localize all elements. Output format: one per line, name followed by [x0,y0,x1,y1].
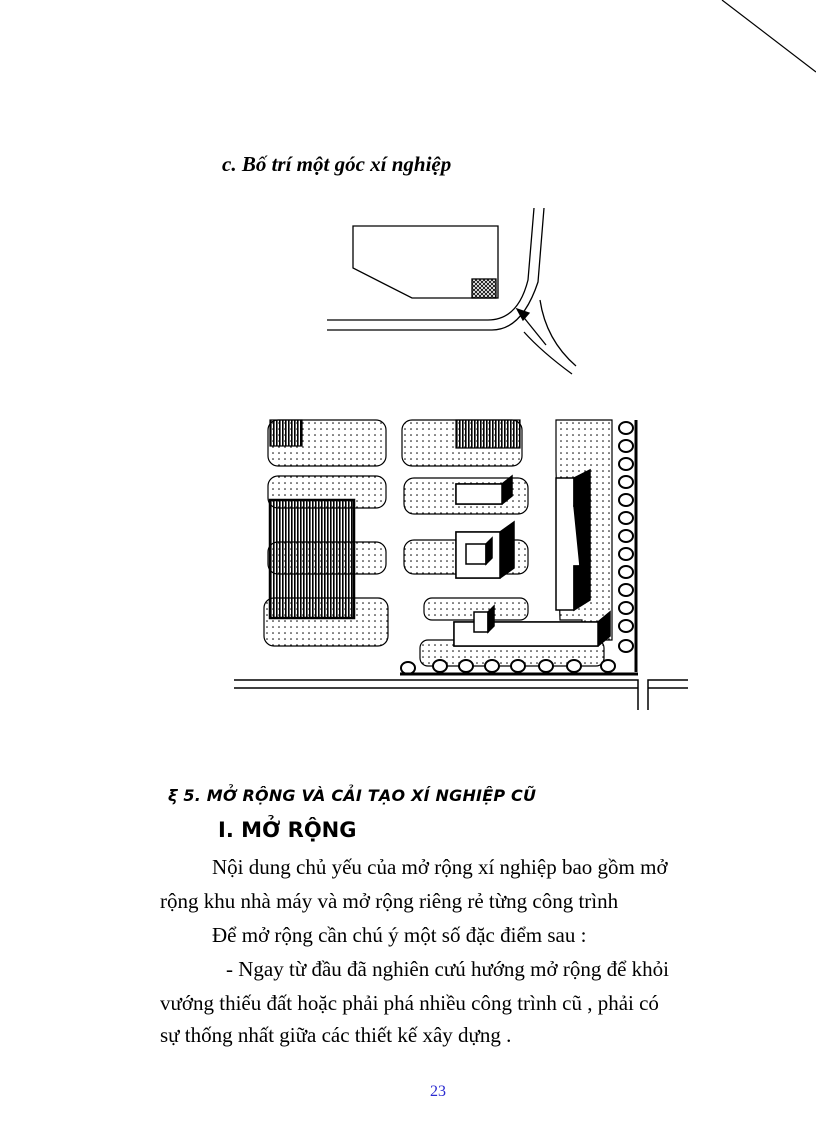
road-edge [648,680,688,710]
paragraph-line: rộng khu nhà máy và mở rộng riêng rẻ từng công trình [160,889,619,913]
road-edge [327,208,534,320]
building-block [456,522,514,578]
building-block [556,470,590,610]
tree-row-vertical [619,422,633,652]
paragraph-line: sự thống nhất giữa các thiết kế xây dựng . [160,1023,512,1047]
heading: I. MỞ RỘNG [218,818,357,842]
striped-building [456,420,520,448]
paragraph-line: - Ngay từ đầu đã nghiên cưú hướng mở rộng để khỏi [226,957,670,981]
corner-line [722,0,816,72]
hatched-block [472,279,496,298]
road-edge [540,300,576,366]
corner-site-diagram [327,208,576,374]
road-edge [234,680,638,710]
page-number: 23 [430,1083,446,1100]
striped-building [270,420,302,446]
section-title: ξ 5. MỞ RỘNG VÀ CẢI TẠO XÍ NGHIỆP CŨ [168,786,537,805]
paragraph-line: vướng thiếu đất hoặc phải phá nhiều công trình cũ , phải có [160,991,659,1015]
road-edge [524,332,572,374]
figure-caption: c. Bố trí một góc xí nghiệp [222,152,452,176]
striped-building [270,500,354,618]
paragraph-line: Nội dung chủ yếu của mở rộng xí nghiệp bao gồm mở [212,855,668,879]
paragraph-line: Để mở rộng cần chú ý một số đặc điểm sau : [212,923,587,947]
site-plan-diagram [234,420,688,710]
